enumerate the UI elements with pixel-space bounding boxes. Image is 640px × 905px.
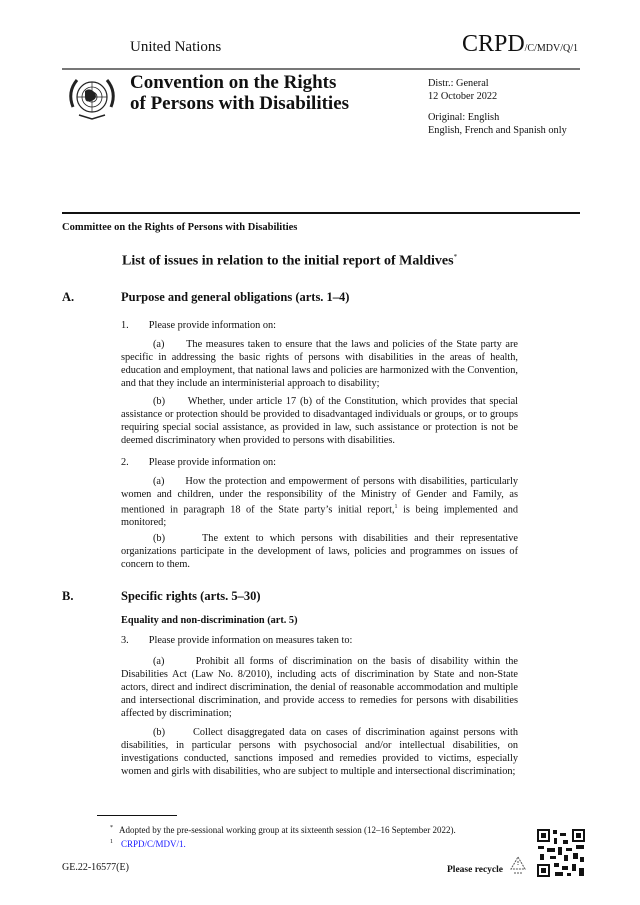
footnote-rule <box>97 815 177 816</box>
convention-title <box>130 72 349 114</box>
title-rule <box>62 212 580 214</box>
document-symbol <box>462 31 578 58</box>
symbol-sub: /C/MDV/Q/1 <box>524 43 578 54</box>
section-b-title: Specific rights (arts. 5–30) <box>121 589 261 603</box>
distribution: Distr.: General <box>428 78 489 89</box>
para-text: Please provide information on measures taken to: <box>148 635 353 646</box>
title-line-2: of Persons with Disabilities <box>130 93 350 114</box>
para-text: (a) How the protection and empowerment of persons with disabilities, particularly women and children, under the responsibility of the Ministry of Gender and Family, as mentioned in paragraph 18 of the State party’s initial report, <box>121 476 521 516</box>
para-number: 2. <box>121 457 129 468</box>
section-a-letter: A. <box>62 290 75 304</box>
para-number: 1. <box>121 320 129 331</box>
date: 12 October 2022 <box>428 91 498 102</box>
subsection-heading: Equality and non-discrimination (art. 5) <box>121 615 298 626</box>
footnote-ref-1[interactable]: 1 <box>394 504 398 510</box>
document-title <box>122 253 457 270</box>
footnote-mark: 1 <box>110 839 113 845</box>
para-3a: (a) Prohibit all forms of discrimination on the basis of disability within the Disabilities Act (Law No. 8/2010), including acts of discrimination by State and non-State actors, direct and indirect discrimination, the denial of reasonable accommodation and multiple and intersectional discrimination, and provide access to remedies for persons with disabilities affected by discrimination; <box>121 656 521 719</box>
para-text: Please provide information on: <box>148 457 276 468</box>
para-2a <box>121 475 521 529</box>
org-name: United Nations <box>130 39 222 55</box>
para-3 <box>121 634 352 647</box>
para-1 <box>121 319 276 332</box>
distribution-info <box>428 77 567 137</box>
para-3b: (b) Collect disaggregated data on cases of discrimination against persons with disabilities, in particular persons with psychosocial and/or intellectual disabilities, on investigations conducted, sanctions imposed and remedies provided to victims, especially women and girls with disabilities, who are subject to multiple and intersectional discrimination; <box>121 727 521 777</box>
title-line-1: Convention on the Rights <box>130 72 337 93</box>
para-number: 3. <box>121 635 129 646</box>
document-title-text: List of issues in relation to the initial report of Maldives <box>122 253 454 269</box>
please-recycle: Please recycle <box>447 865 503 875</box>
languages: English, French and Spanish only <box>428 125 567 136</box>
para-text: Please provide information on: <box>148 320 276 331</box>
footnote-text: Adopted by the pre-sessional working group at its sixteenth session (12–16 September 2022). <box>119 825 456 835</box>
para-text: is being implemented and monitored; <box>121 504 521 529</box>
section-a-title: Purpose and general obligations (arts. 1–4) <box>121 290 350 304</box>
header-rule <box>62 68 580 70</box>
original-language: Original: English <box>428 112 500 123</box>
footnotes <box>110 822 456 850</box>
recycle-icon <box>508 855 528 877</box>
para-1a: (a) The measures taken to ensure that the laws and policies of the State party are specific in addressing the basic rights of persons with disabilities in the areas of health, education and employment, that national laws and policies are harmonized with the Convention, and that they include an interministerial approach to disability; <box>121 339 521 389</box>
section-a-heading <box>62 290 349 305</box>
footnote-ref-star: * <box>453 253 458 261</box>
para-1b: (b) Whether, under article 17 (b) of the Constitution, which provides that special assistance or protection should be provided to disadvantaged individuals or groups, or to groups requiring special social assistance, as provided in law, such assistance or protection is not be deemed discriminatory when provided to persons with disabilities. <box>121 396 521 446</box>
footnote-link[interactable]: CRPD/C/MDV/1. <box>121 839 186 849</box>
committee-name: Committee on the Rights of Persons with Disabilities <box>62 222 298 233</box>
para-2 <box>121 456 276 469</box>
footnote-mark: * <box>110 825 113 831</box>
section-b-heading <box>62 589 261 604</box>
un-emblem-icon <box>65 77 119 121</box>
symbol-main: CRPD <box>461 31 525 57</box>
footnote-star <box>110 822 456 836</box>
para-2b: (b) The extent to which persons with disabilities and their representative organizations participate in the development of laws, policies and programmes on issues of concern to them. <box>121 533 521 570</box>
section-b-letter: B. <box>62 589 74 603</box>
job-number: GE.22-16577(E) <box>62 862 129 873</box>
qr-code-icon <box>536 828 586 878</box>
footnote-1 <box>110 836 456 850</box>
